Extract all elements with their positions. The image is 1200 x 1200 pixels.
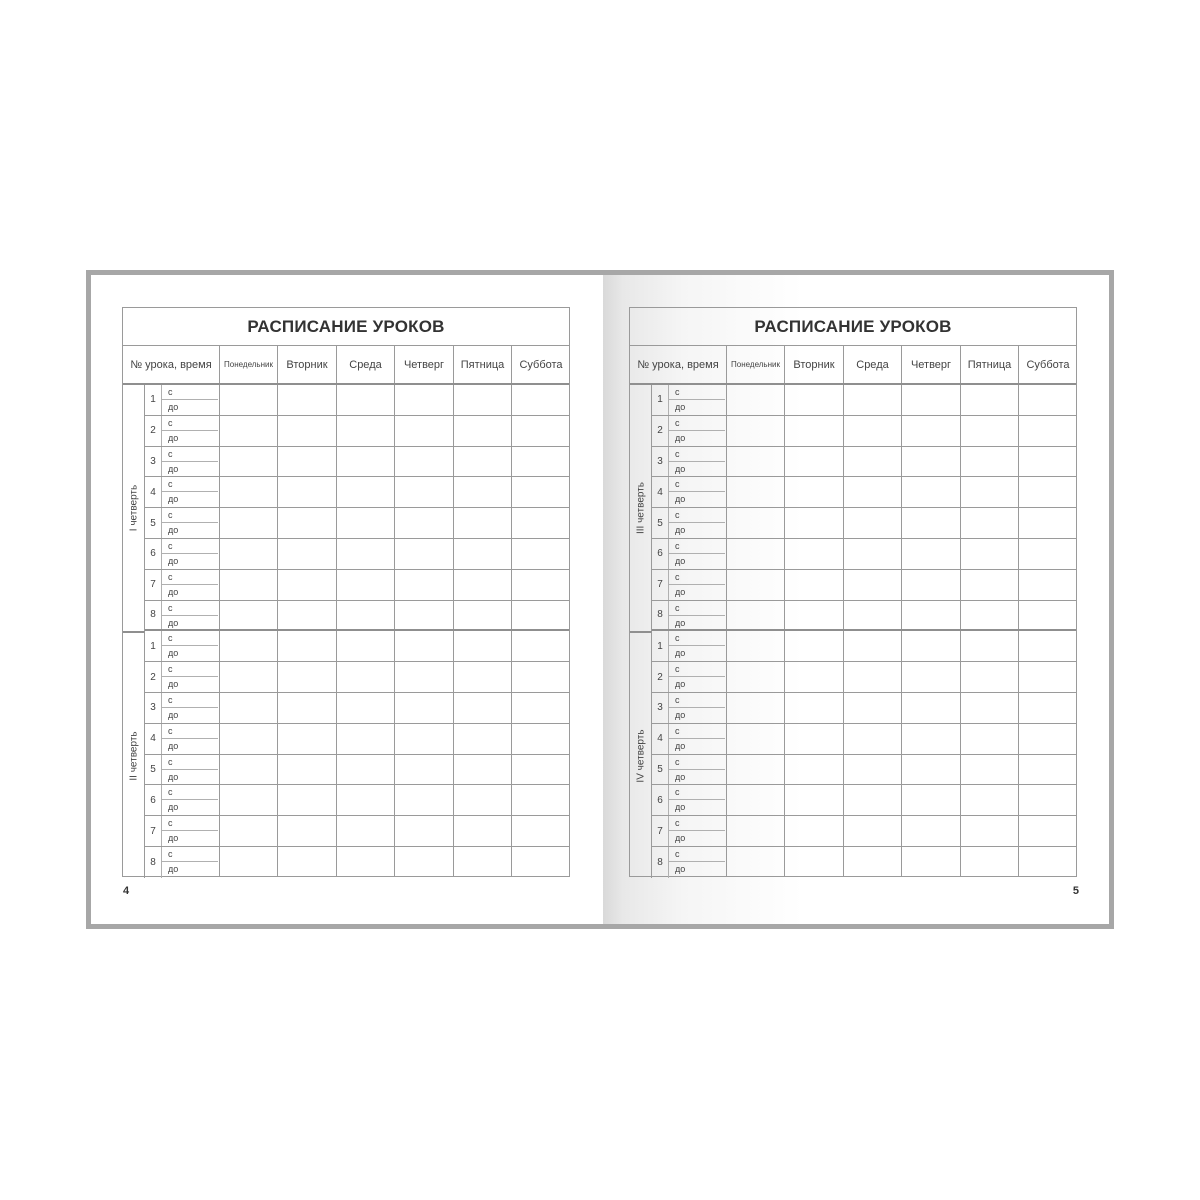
schedule-title: РАСПИСАНИЕ УРОКОВ [630, 308, 1076, 346]
lesson-number: 6 [145, 785, 162, 815]
time-divider [669, 861, 725, 862]
time-from-label: с [168, 664, 173, 675]
time-to-label: до [168, 771, 179, 782]
header-lesson-time: № урока, время [637, 358, 719, 371]
time-to-label: до [168, 402, 179, 412]
time-to-label: до [675, 802, 686, 813]
lesson-row [652, 416, 1076, 447]
time-to-label: до [168, 802, 179, 813]
time-divider [162, 769, 218, 770]
lesson-row [652, 385, 1076, 416]
lesson-row [145, 724, 569, 755]
time-divider [669, 491, 725, 492]
time-from-label: с [168, 387, 173, 397]
schedule-table [629, 307, 1077, 877]
time-from-label: с [168, 818, 173, 829]
time-to-label: до [675, 432, 686, 443]
time-from-label: с [168, 510, 173, 521]
time-from-label: с [168, 849, 173, 859]
time-to-label: до [168, 740, 179, 751]
time-from-label: с [168, 417, 173, 428]
lesson-number: 4 [145, 724, 162, 754]
lesson-number: 7 [145, 816, 162, 846]
header-day: Среда [336, 346, 394, 383]
schedule-table [122, 307, 570, 877]
time-to-label: до [168, 463, 179, 474]
lesson-number: 3 [145, 447, 162, 477]
lesson-number: 4 [652, 724, 669, 754]
quarter-label: III четверть [635, 482, 646, 535]
page-number: 5 [1072, 885, 1079, 897]
quarter-label: IV четверть [635, 729, 646, 783]
lesson-row [652, 477, 1076, 508]
time-to-label: до [168, 833, 179, 844]
time-divider [162, 584, 218, 585]
lesson-number: 1 [652, 631, 669, 661]
time-divider [162, 399, 218, 400]
lesson-number: 8 [145, 847, 162, 878]
time-to-label: до [168, 586, 179, 597]
time-to-label: до [675, 525, 686, 536]
lesson-number: 3 [652, 447, 669, 477]
time-to-label: до [168, 679, 179, 690]
header-day: Понедельник [219, 346, 277, 383]
lesson-row [652, 447, 1076, 478]
time-from-label: с [675, 387, 680, 397]
lesson-row [652, 724, 1076, 755]
quarter-block [123, 385, 145, 631]
page-number: 4 [123, 885, 130, 897]
lesson-row [145, 693, 569, 724]
time-from-label: с [675, 510, 680, 521]
time-from-label: с [675, 417, 680, 428]
lesson-row [652, 693, 1076, 724]
lesson-number: 5 [652, 755, 669, 785]
table-header-row [630, 346, 1076, 385]
time-from-label: с [675, 541, 680, 551]
lesson-row [652, 631, 1076, 662]
lesson-number: 1 [145, 385, 162, 415]
lesson-row [652, 601, 1076, 632]
time-to-label: до [675, 494, 686, 505]
time-divider [669, 430, 725, 431]
time-from-label: с [675, 479, 680, 490]
lesson-row [145, 601, 569, 632]
lesson-row [145, 570, 569, 601]
time-divider [669, 738, 725, 739]
lesson-row [652, 570, 1076, 601]
time-divider [669, 645, 725, 646]
time-divider [669, 522, 725, 523]
lesson-number: 6 [652, 539, 669, 569]
lesson-row [145, 477, 569, 508]
lesson-row [145, 631, 569, 662]
time-to-label: до [168, 525, 179, 536]
lesson-row [145, 508, 569, 539]
lesson-row [145, 847, 569, 878]
time-from-label: с [168, 695, 173, 705]
time-from-label: с [168, 448, 173, 459]
time-from-label: с [168, 602, 173, 613]
header-day: Пятница [453, 346, 511, 383]
time-from-label: с [168, 479, 173, 490]
time-to-label: до [675, 740, 686, 751]
time-to-label: до [675, 617, 686, 628]
time-divider [162, 830, 218, 831]
time-divider [162, 676, 218, 677]
header-day: Четверг [901, 346, 960, 383]
time-divider [669, 584, 725, 585]
lesson-row [145, 416, 569, 447]
lesson-row [652, 755, 1076, 786]
time-divider [162, 645, 218, 646]
lesson-row [652, 508, 1076, 539]
header-day: Суббота [511, 346, 570, 383]
time-divider [162, 522, 218, 523]
time-from-label: с [168, 633, 173, 644]
quarter-block [630, 631, 652, 877]
lesson-number: 8 [652, 601, 669, 630]
lesson-number: 6 [145, 539, 162, 569]
time-from-label: с [168, 541, 173, 551]
lesson-number: 5 [652, 508, 669, 538]
lesson-number: 2 [145, 416, 162, 446]
lesson-number: 5 [145, 755, 162, 785]
time-to-label: до [675, 679, 686, 690]
lesson-row [145, 755, 569, 786]
lesson-number: 8 [145, 601, 162, 630]
lesson-number: 7 [652, 816, 669, 846]
time-from-label: с [675, 633, 680, 644]
time-divider [162, 615, 218, 616]
time-to-label: до [168, 432, 179, 443]
time-to-label: до [675, 648, 686, 659]
time-from-label: с [675, 725, 680, 736]
lesson-row [652, 662, 1076, 693]
lesson-row [145, 539, 569, 570]
time-divider [669, 769, 725, 770]
time-divider [669, 461, 725, 462]
time-to-label: до [168, 710, 179, 720]
time-from-label: с [675, 695, 680, 705]
time-from-label: с [168, 571, 173, 582]
time-from-label: с [675, 787, 680, 798]
table-header-row [123, 346, 569, 385]
header-day: Понедельник [726, 346, 784, 383]
lesson-number: 4 [652, 477, 669, 507]
time-to-label: до [675, 463, 686, 474]
time-divider [162, 430, 218, 431]
lesson-row [145, 662, 569, 693]
header-day: Вторник [784, 346, 843, 383]
time-to-label: до [675, 586, 686, 597]
time-divider [669, 799, 725, 800]
header-lesson-time: № урока, время [130, 358, 212, 371]
lesson-number: 6 [652, 785, 669, 815]
time-divider [162, 738, 218, 739]
lesson-number: 7 [652, 570, 669, 600]
lesson-number: 4 [145, 477, 162, 507]
lesson-row [145, 816, 569, 847]
quarter-label: I четверть [128, 484, 139, 532]
time-divider [669, 830, 725, 831]
time-divider [669, 553, 725, 554]
time-to-label: до [675, 556, 686, 566]
header-day: Пятница [960, 346, 1018, 383]
lesson-number: 1 [652, 385, 669, 415]
lesson-row [145, 785, 569, 816]
time-from-label: с [675, 664, 680, 675]
lesson-row [145, 385, 569, 416]
time-to-label: до [675, 833, 686, 844]
time-divider [162, 707, 218, 708]
lesson-row [145, 447, 569, 478]
quarter-label: II четверть [128, 730, 139, 781]
lesson-number: 1 [145, 631, 162, 661]
schedule-title: РАСПИСАНИЕ УРОКОВ [123, 308, 569, 346]
lesson-number: 5 [145, 508, 162, 538]
time-from-label: с [168, 787, 173, 798]
left-page [91, 275, 603, 924]
time-divider [669, 615, 725, 616]
time-divider [162, 553, 218, 554]
lesson-row [652, 816, 1076, 847]
quarter-block [630, 385, 652, 631]
right-page [603, 275, 1109, 924]
open-notebook [86, 270, 1114, 929]
time-divider [162, 491, 218, 492]
time-divider [162, 799, 218, 800]
lesson-number: 2 [145, 662, 162, 692]
time-divider [669, 399, 725, 400]
time-to-label: до [168, 648, 179, 659]
lesson-number: 7 [145, 570, 162, 600]
header-day: Вторник [277, 346, 336, 383]
lesson-number: 3 [145, 693, 162, 723]
time-from-label: с [675, 756, 680, 767]
time-to-label: до [675, 710, 686, 720]
lesson-row [652, 847, 1076, 878]
lesson-number: 3 [652, 693, 669, 723]
lesson-number: 8 [652, 847, 669, 878]
lesson-row [652, 539, 1076, 570]
time-divider [669, 676, 725, 677]
time-from-label: с [675, 602, 680, 613]
time-divider [162, 461, 218, 462]
time-from-label: с [168, 725, 173, 736]
time-to-label: до [168, 617, 179, 628]
time-from-label: с [168, 756, 173, 767]
time-from-label: с [675, 818, 680, 829]
time-to-label: до [675, 402, 686, 412]
header-day: Четверг [394, 346, 453, 383]
lesson-row [652, 785, 1076, 816]
time-to-label: до [675, 771, 686, 782]
lesson-number: 2 [652, 662, 669, 692]
time-to-label: до [168, 864, 179, 874]
quarter-block [123, 631, 145, 877]
time-from-label: с [675, 571, 680, 582]
time-to-label: до [168, 556, 179, 566]
time-to-label: до [675, 864, 686, 874]
header-day: Среда [843, 346, 901, 383]
header-day: Суббота [1018, 346, 1077, 383]
time-divider [669, 707, 725, 708]
time-divider [162, 861, 218, 862]
time-to-label: до [168, 494, 179, 505]
lesson-number: 2 [652, 416, 669, 446]
time-from-label: с [675, 448, 680, 459]
time-from-label: с [675, 849, 680, 859]
